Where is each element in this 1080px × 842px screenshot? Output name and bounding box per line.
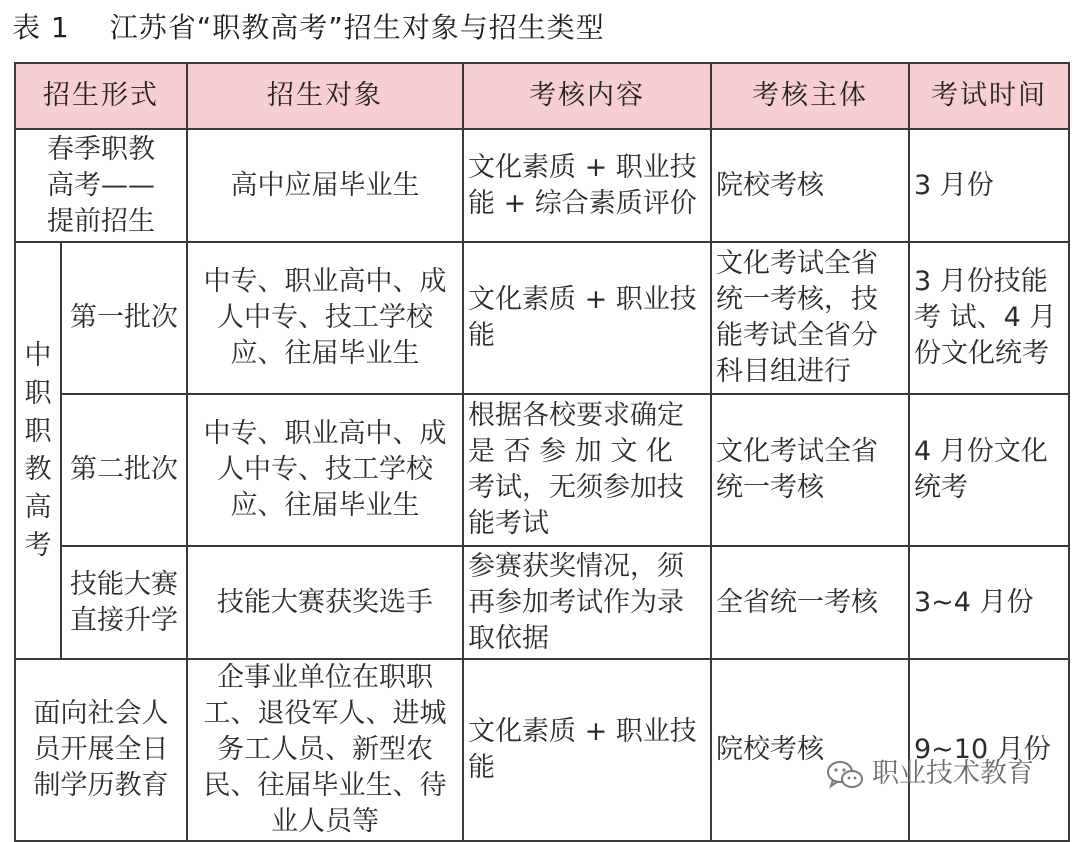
group-label: 中职职教高考 [24, 339, 52, 561]
cell-subject: 文化考试全省统一考核 [711, 394, 909, 546]
cell-form: 春季职教高考——提前招生 [15, 129, 187, 242]
cell-target: 中专、职业高中、成人中专、技工学校应、往届毕业生 [187, 242, 463, 394]
cell-time: 3~4 月份 [909, 546, 1069, 659]
table-row [15, 242, 1069, 394]
wechat-icon [826, 760, 864, 790]
table-title: 江苏省“职教高考”招生对象与招生类型 [109, 11, 605, 44]
header-form: 招生形式 [15, 63, 187, 129]
enrollment-table [14, 62, 1070, 842]
cell-subject: 全省统一考核 [711, 546, 909, 659]
table-row [15, 394, 1069, 546]
cell-time: 3 月份 [909, 129, 1069, 242]
cell-time: 4 月份文化统考 [909, 394, 1069, 546]
header-target: 招生对象 [187, 63, 463, 129]
cell-content: 根据各校要求确定是 否 参 加 文 化 考试，无须参加技能考试 [463, 394, 711, 546]
header-content: 考核内容 [463, 63, 711, 129]
cell-content: 文化素质 + 职业技能 [463, 659, 711, 841]
cell-subject: 院校考核 [711, 659, 909, 841]
cell-target: 中专、职业高中、成人中专、技工学校应、往届毕业生 [187, 394, 463, 546]
table-row [15, 546, 1069, 659]
watermark [826, 754, 1034, 794]
table-row [15, 129, 1069, 242]
table-row [15, 659, 1069, 841]
table-number: 表 1 [12, 11, 70, 44]
cell-time: 9~10 月份 [909, 659, 1069, 841]
cell-content: 文化素质 + 职业技能 + 综合素质评价 [463, 129, 711, 242]
cell-form: 第一批次 [61, 242, 187, 394]
group-label-cell [15, 242, 61, 659]
cell-time: 3 月份技能考 试、4 月份文化统考 [909, 242, 1069, 394]
cell-subject: 院校考核 [711, 129, 909, 242]
header-subject: 考核主体 [711, 63, 909, 129]
cell-target: 高中应届毕业生 [187, 129, 463, 242]
cell-content: 参赛获奖情况，须再参加考试作为录取依据 [463, 546, 711, 659]
header-row [15, 63, 1069, 129]
cell-form: 第二批次 [61, 394, 187, 546]
cell-form: 技能大赛直接升学 [61, 546, 187, 659]
cell-content: 文化素质 + 职业技能 [463, 242, 711, 394]
watermark-text: 职业技术教育 [872, 758, 1034, 789]
cell-target: 技能大赛获奖选手 [187, 546, 463, 659]
cell-form: 面向社会人员开展全日制学历教育 [15, 659, 187, 841]
cell-target: 企事业单位在职职工、退役军人、进城务工人员、新型农民、往届毕业生、待业人员等 [187, 659, 463, 841]
table-caption [12, 6, 605, 50]
header-time: 考试时间 [909, 63, 1069, 129]
cell-subject: 文化考试全省统一考核，技能考试全省分科目组进行 [711, 242, 909, 394]
